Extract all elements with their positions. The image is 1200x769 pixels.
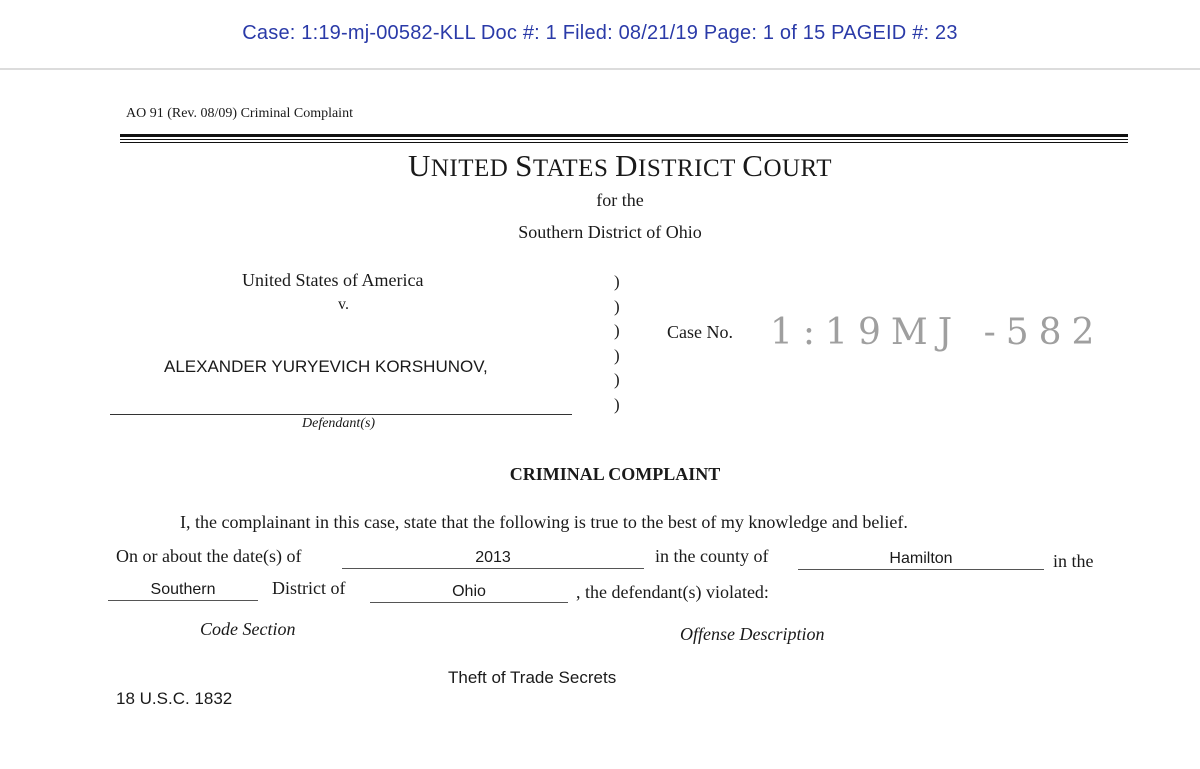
complainant-statement: I, the complainant in this case, state that the following is true to the best of my knowledge and belief. bbox=[180, 512, 908, 532]
paren: ) bbox=[614, 345, 620, 365]
caption-parentheses bbox=[614, 270, 620, 417]
paren: ) bbox=[614, 272, 620, 291]
code-section-value: 18 U.S.C. 1832 bbox=[116, 689, 233, 708]
form-identifier: AO 91 (Rev. 08/09) Criminal Complaint bbox=[126, 106, 353, 121]
for-the-text: for the bbox=[596, 190, 644, 210]
filing-header-stamp: Case: 1:19-mj-00582-KLL Doc #: 1 Filed: 08/21/19 Page: 1 of 15 PAGEID #: 23 bbox=[242, 22, 958, 44]
paren: ) bbox=[614, 370, 620, 389]
district-name: Southern District of Ohio bbox=[518, 222, 702, 242]
paren: ) bbox=[614, 394, 620, 414]
plaintiff-name: United States of America bbox=[242, 270, 424, 290]
court-name: UNITED STATES DISTRICT COURT bbox=[407, 148, 832, 183]
violated-text: , the defendant(s) violated: bbox=[576, 582, 769, 602]
paren: ) bbox=[614, 296, 620, 316]
district-of-text: District of bbox=[272, 578, 346, 598]
case-number-stamp: 1:19MJ -582 bbox=[770, 312, 1105, 353]
district-field: Southern bbox=[108, 580, 258, 601]
header-rule-thin-2 bbox=[120, 142, 1128, 143]
date-prefix: On or about the date(s) of bbox=[116, 546, 302, 566]
case-number-label: Case No. bbox=[667, 322, 733, 342]
complaint-title: CRIMINAL COMPLAINT bbox=[509, 464, 721, 484]
defendant-signature-line bbox=[110, 414, 572, 415]
paren: ) bbox=[614, 321, 620, 340]
state-field: Ohio bbox=[370, 582, 568, 603]
offense-description-value: Theft of Trade Secrets bbox=[448, 668, 617, 687]
date-field: 2013 bbox=[342, 548, 644, 569]
versus-text: v. bbox=[338, 296, 349, 313]
county-field: Hamilton bbox=[798, 549, 1044, 570]
scan-edge-line bbox=[0, 68, 1200, 70]
header-rule-thick bbox=[120, 134, 1128, 137]
county-prefix: in the county of bbox=[655, 546, 769, 566]
defendant-label: Defendant(s) bbox=[302, 416, 376, 431]
offense-description-label: Offense Description bbox=[680, 624, 825, 644]
in-the-text: in the bbox=[1053, 551, 1094, 571]
defendant-name: ALEXANDER YURYEVICH KORSHUNOV, bbox=[164, 357, 488, 376]
code-section-label: Code Section bbox=[200, 619, 296, 639]
header-rule-thin-1 bbox=[120, 139, 1128, 140]
